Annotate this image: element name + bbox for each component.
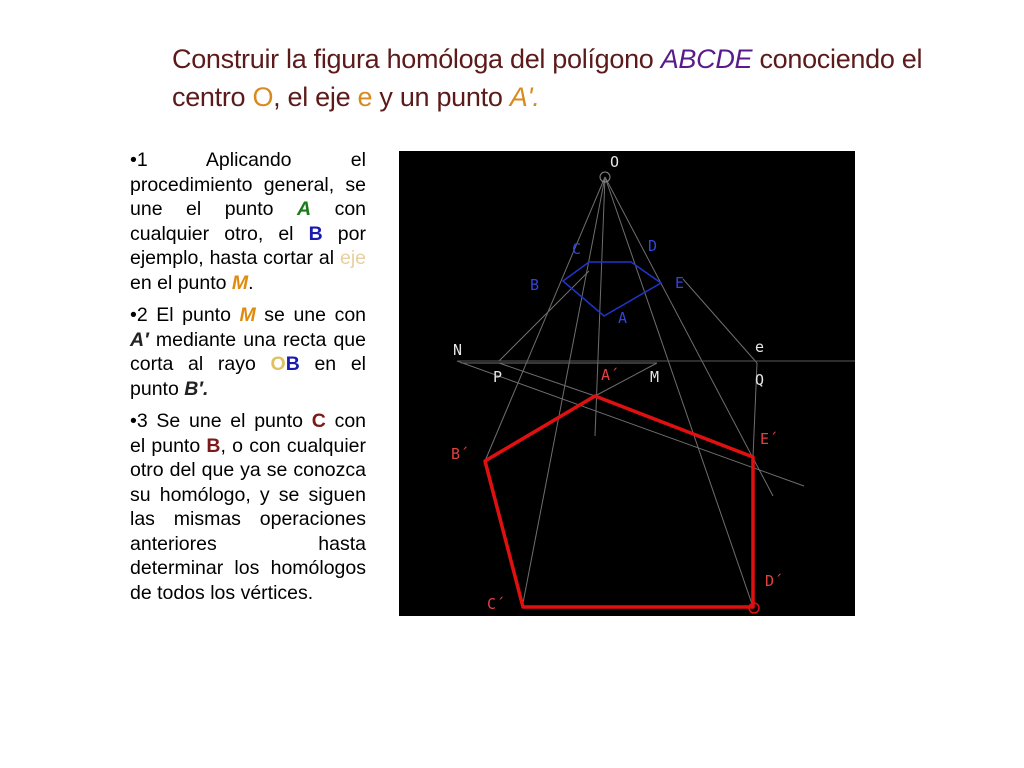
label-e-prime: E´ [760,430,779,448]
step-3 [130,409,366,605]
step-2-point-aprime: A′ [130,328,149,351]
title-point: A'. [509,82,540,112]
step-1-text-d: en el punto [130,271,232,294]
label-n: N [453,341,463,359]
label-b-prime: B´ [451,445,470,463]
label-q: Q [755,371,765,389]
label-b: B [530,276,540,294]
step-1-point-b: B [308,222,323,245]
title-text-3: , el eje [273,82,358,112]
step-2-point-m: M [239,304,256,326]
title-polygon: ABCDE [660,44,753,74]
step-3-point-c: C [311,410,326,432]
step-2-text-a: •2 El punto [130,304,240,326]
step-2-ray-b: B [285,353,300,375]
label-c-prime: C´ [487,595,506,613]
step-3-point-b: B [206,434,221,457]
label-c: C [572,240,582,258]
step-2 [130,303,366,401]
title-text-1: Construir la figura homóloga del polígono [172,44,661,74]
title-text-2: conociendo el centro [172,44,923,112]
label-d-prime: D´ [765,572,784,590]
label-d: D [648,237,658,255]
step-1-text-c: por ejemplo, hasta cortar al [130,222,366,269]
label-e: E [675,274,685,292]
step-1-text-a: •1 Aplicando el procedimiento general, se une el punto [130,149,366,220]
label-o: O [610,153,620,171]
label-p: P [493,368,503,386]
step-1-text-e: . [248,271,254,294]
title-text-4: y un punto [372,82,510,112]
step-2-point-bprime: B′. [184,377,209,400]
step-1-point-a: A [296,198,312,220]
homology-diagram [399,151,855,616]
step-1 [130,148,366,295]
step-2-text-b: se une con [255,304,367,326]
label-m: M [650,368,660,386]
step-3-text-a: •3 Se une el punto [130,410,312,432]
step-2-ray-o: O [270,353,286,375]
label-a-prime: A´ [601,366,620,384]
title-axis: e [357,82,373,112]
steps-list [130,148,366,613]
step-2-text-c: mediante una recta que corta al rayo [130,328,366,375]
step-1-text-b: con cualquier otro, el [130,198,367,245]
step-1-eje: eje [339,247,366,269]
diagram-background [399,151,855,616]
step-3-text-c: , o con cualquier otro del que ya se conozca su homólogo, y se siguen las mismas operaciones anteriores hasta determinar los homólogos de todos los vértices. [130,434,367,604]
step-1-point-m: M [231,271,249,294]
step-3-text-b: con el punto [130,410,367,457]
title-center: O [252,82,274,112]
label-a: A [618,309,628,327]
slide-title [172,40,1002,116]
step-2-text-d: en el punto [130,353,367,400]
label-axis-e: e [755,338,765,356]
